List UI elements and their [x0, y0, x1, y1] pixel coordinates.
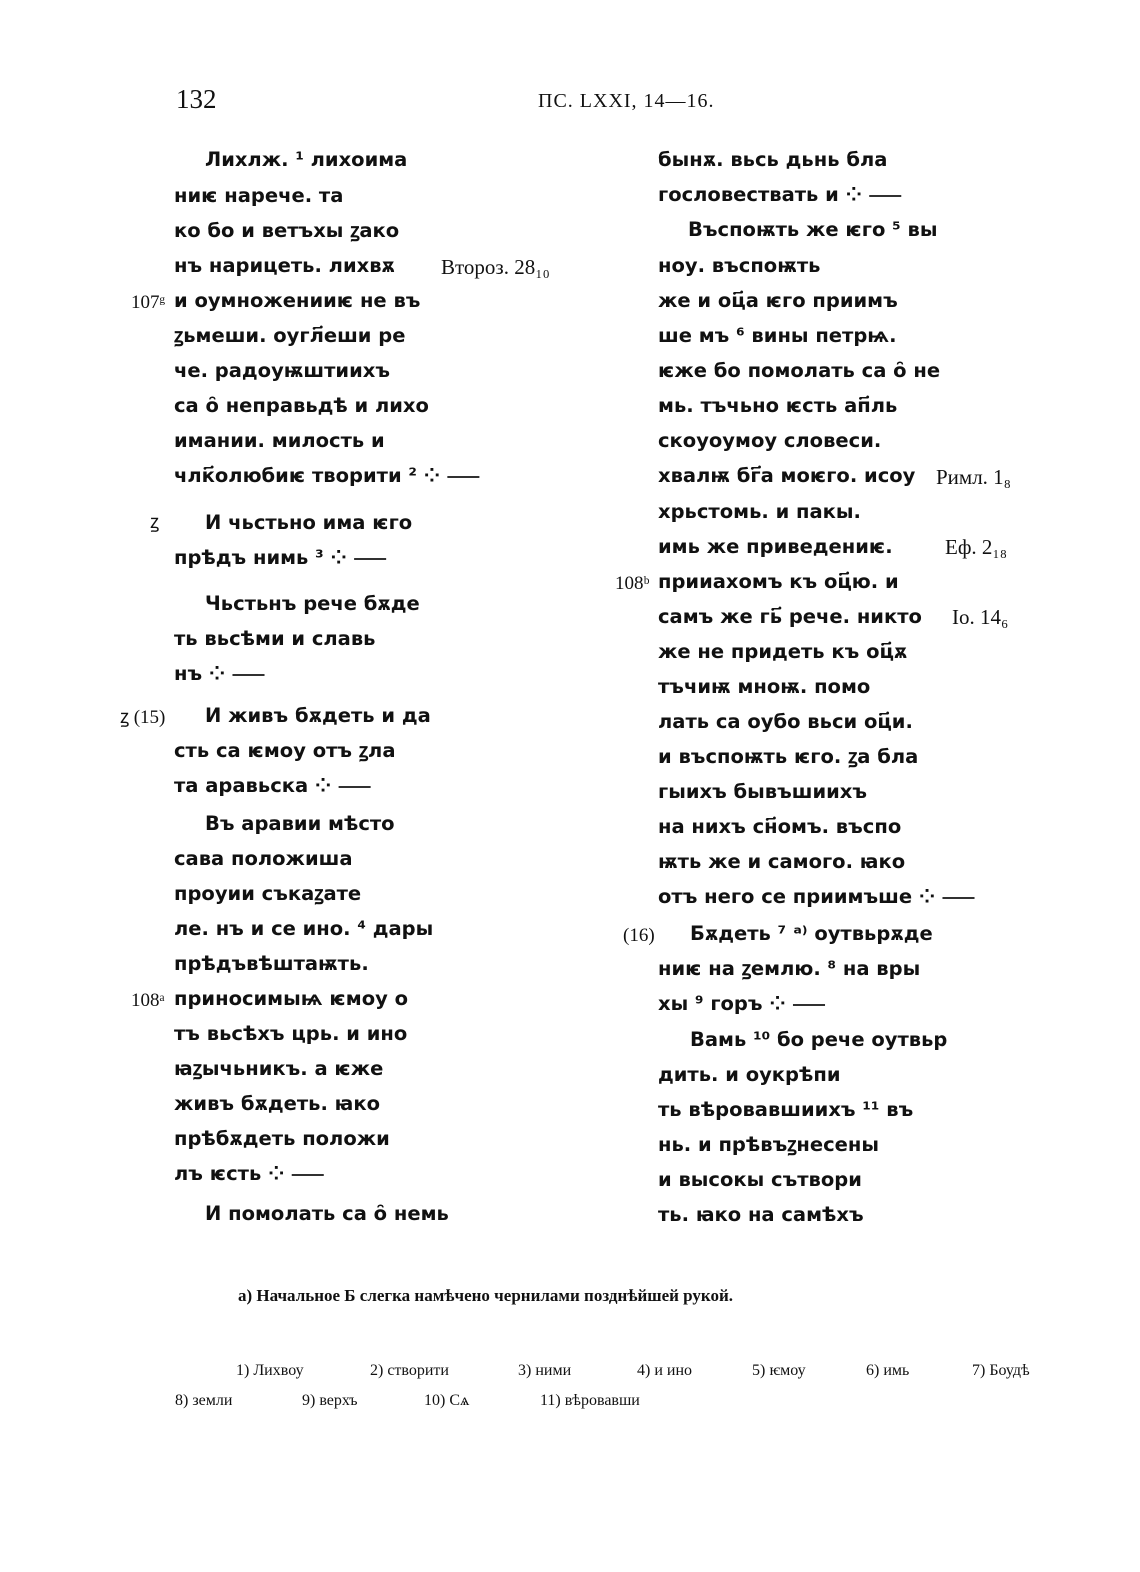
text-line: же и оц҃а ѥго приимъ	[658, 289, 898, 312]
text-line: Лихлж. ¹ лихоимa	[205, 148, 408, 171]
text-line: ть. ꙗко на самѣхъ	[658, 1203, 864, 1226]
text-line: И живъ бѫдеть и да	[205, 704, 431, 727]
footnote-item: 10) Сѧ	[424, 1392, 470, 1409]
text-line: скоуоумоу словеси.	[658, 429, 882, 452]
text-line: лать са оубо вьси оц҃и.	[658, 710, 913, 733]
text-line: ѥже бо помолать са о̑ не	[658, 359, 941, 382]
running-head: ПС. LXXI, 14—16.	[538, 90, 715, 112]
text-line: бынѫ. вьсь дьнь бла	[658, 148, 888, 171]
margin-note: ꙁ	[150, 512, 159, 533]
footnote-item: 8) земли	[175, 1392, 233, 1409]
text-line: самъ же гь҃ рече. никто	[658, 605, 922, 628]
text-line: сава положиша	[174, 847, 353, 870]
margin-note: ꙁ (15)	[120, 707, 166, 728]
cross-reference: Іо. 14₆	[952, 605, 1009, 629]
footnote-item: 7) Боудѣ	[972, 1362, 1030, 1379]
margin-note: (16)	[623, 925, 655, 946]
text-line: ть вѣровавшиихъ ¹¹ въ	[658, 1098, 914, 1121]
text-line: лъ ѥсть ⁘ ⸺	[174, 1162, 325, 1185]
footnote-item: 11) вѣровавши	[540, 1392, 640, 1409]
text-line: прииахомъ къ оц҃ю. и	[658, 570, 899, 593]
text-line: И чьстьно има ѥго	[205, 511, 413, 534]
text-line: члк҃олюбиѥ творити ² ⁘ ⸺	[174, 464, 480, 487]
text-line: Чьстьнъ рече бѫде	[205, 592, 420, 615]
margin-note: 107ᵍ	[131, 292, 166, 313]
footnote-item: 6) имь	[866, 1362, 910, 1379]
footnote-item: 2) створити	[370, 1362, 449, 1379]
margin-note: 108ᵇ	[615, 573, 650, 594]
text-line: мь. тъчьно ѥсть ап҃ль	[658, 394, 898, 417]
text-line: прѣдъ нимь ³ ⁘ ⸺	[174, 546, 387, 569]
text-line: тъ вьсѣхъ црь. и ино	[174, 1022, 408, 1045]
text-line: дить. и оукрѣпи	[658, 1063, 841, 1086]
text-line: проуии съкаꙁате	[174, 882, 362, 905]
cross-reference: Римл. 1₈	[936, 465, 1012, 489]
text-line: ть вьсѣми и славь	[174, 627, 376, 650]
footnote-item: 9) верхъ	[302, 1392, 358, 1409]
text-line: Вамь ¹⁰ бо рече оутвьр	[690, 1028, 948, 1051]
text-line: и высокы сътвори	[658, 1168, 862, 1191]
margin-note: 108ᵃ	[131, 990, 165, 1011]
text-line: гословествать и ⁘ ⸺	[658, 183, 902, 206]
text-line: гыихъ бывъшиихъ	[658, 780, 868, 803]
text-line: че. радоуѭштиихъ	[174, 359, 390, 382]
text-line: же не придеть къ оц҃ѫ	[658, 640, 908, 663]
text-line: ноу. въспоѭть	[658, 254, 821, 277]
text-line: прѣдъвѣштаѭть.	[174, 952, 369, 975]
text-line: Въспоѭть же ѥго ⁵ вы	[688, 218, 938, 241]
footnote-a: а) Начальное Б слегка намѣчено чернилами позднѣйшей рукой.	[238, 1286, 734, 1305]
text-line: приносимыѩ ѥмоу о	[174, 987, 409, 1010]
text-line: та аравьска ⁘ ⸺	[174, 774, 372, 797]
text-line: ꙗꙁычьникъ. а ѥже	[174, 1057, 384, 1080]
footnote-item: 5) ѥмоу	[752, 1362, 806, 1379]
text-line: хвалѭ бг҃а моѥго. исоу	[658, 464, 916, 487]
text-line: ниѥ на ꙁемлю. ⁸ на вры	[658, 957, 921, 980]
text-line: ѭть же и самого. ꙗко	[658, 850, 906, 873]
text-line: живъ бѫдеть. ꙗко	[174, 1092, 380, 1115]
text-line: ко бо и ветъхы ꙁако	[174, 219, 400, 242]
cross-reference: Еф. 2₁₈	[945, 535, 1008, 559]
text-line: отъ него се приимъше ⁘ ⸺	[658, 885, 975, 908]
text-line: на нихъ сн҃омъ. въспо	[658, 815, 902, 838]
text-line: ниѥ нарече. та	[174, 184, 344, 207]
text-line: нъ ⁘ ⸺	[174, 662, 266, 685]
text-line: тъчиѭ мноѭ. помо	[658, 675, 871, 698]
text-line: нь. и прѣвъꙁнесены	[658, 1133, 880, 1156]
text-line: Бѫдеть ⁷ ᵃ⁾ оутвьрѫде	[690, 922, 933, 945]
text-line: хы ⁹ горъ ⁘ ⸺	[658, 992, 826, 1015]
text-line: прѣбѫдеть положи	[174, 1127, 390, 1150]
text-line: ше мъ ⁶ вины петрѩ.	[658, 324, 897, 347]
text-line: сть са ѥмоу отъ ꙁла	[174, 739, 396, 762]
text-line: Въ аравии мѣсто	[205, 812, 395, 835]
text-line: ꙁьмеши. оугл҃еши ре	[174, 324, 406, 347]
text-line: имании. милость и	[174, 429, 385, 452]
text-line: имь же приведениѥ.	[658, 535, 893, 558]
footnote-item: 3) ними	[518, 1362, 572, 1379]
text-line: хрьстомь. и пакы.	[658, 500, 861, 523]
text-line: И помолать са о̑ немь	[205, 1202, 449, 1225]
text-line: и оумноженииѥ не въ	[174, 289, 421, 312]
text-line: и въспоѭть ѥго. ꙁа бла	[658, 745, 919, 768]
page-number: 132	[176, 84, 217, 114]
footnote-item: 4) и ино	[637, 1362, 693, 1379]
text-line: нъ нарицеть. лихвѫ	[174, 254, 395, 277]
cross-reference: Второз. 28₁₀	[441, 255, 550, 279]
text-line: са о̑ неправьдѣ и лихо	[174, 394, 429, 417]
text-line: ле. нъ и се ино. ⁴ дары	[174, 917, 434, 940]
footnote-item: 1) Лихвоу	[236, 1362, 304, 1379]
